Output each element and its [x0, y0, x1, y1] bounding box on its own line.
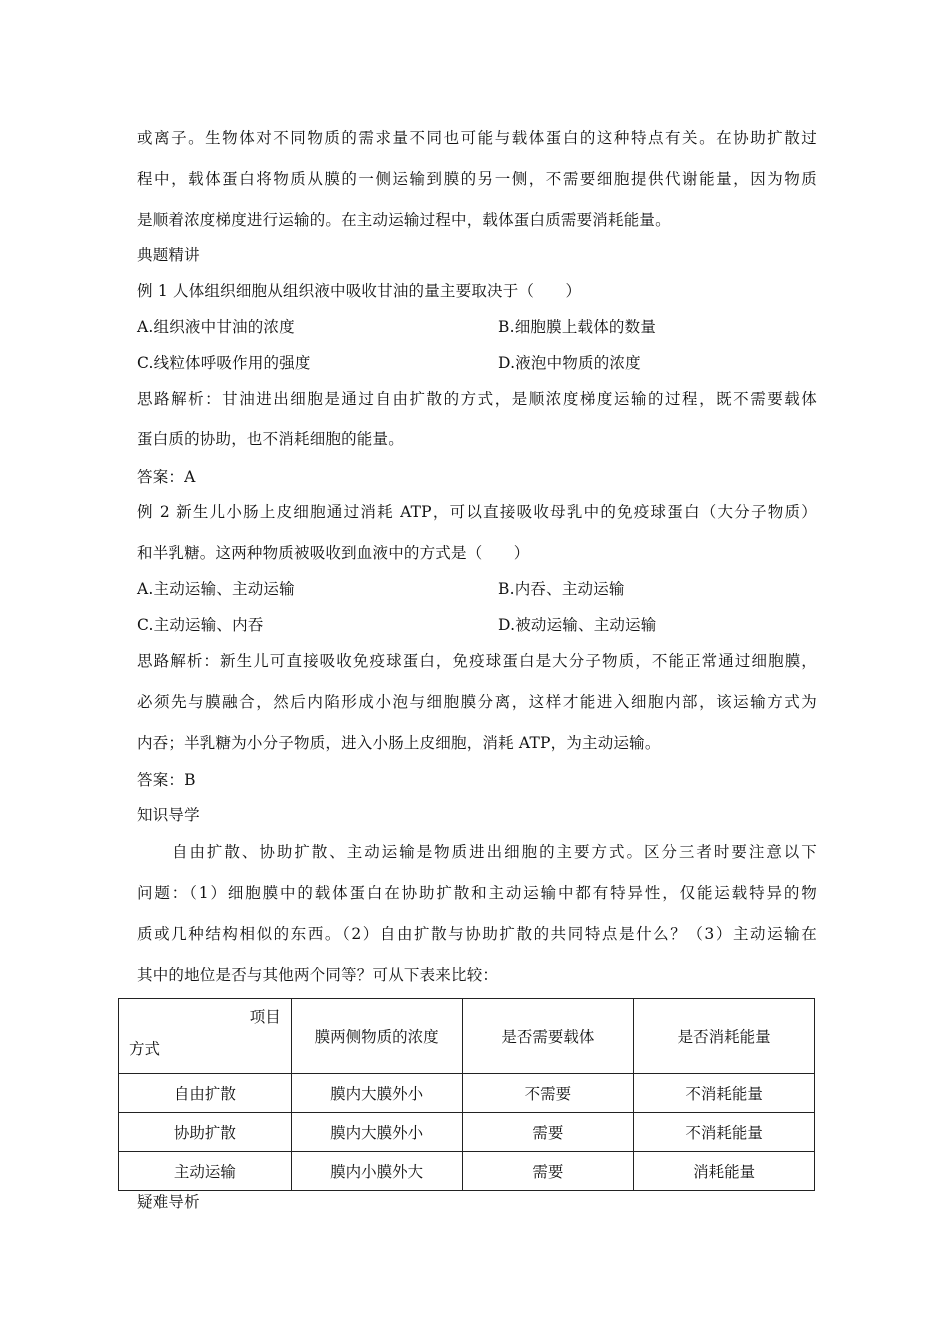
- table-cell: 膜内小膜外大: [291, 1152, 462, 1191]
- example2-option-c: C.主动运输、内吞: [137, 616, 264, 634]
- table-cell: 不消耗能量: [634, 1074, 815, 1113]
- intro-line-1: 或离子。生物体对不同物质的需求量不同也可能与载体蛋白的这种特点有关。在协助扩散过: [137, 129, 817, 147]
- table-row: [119, 1152, 815, 1191]
- example2-option-a: A.主动运输、主动运输: [137, 580, 295, 598]
- table-header-cell: 膜两侧物质的浓度: [291, 999, 462, 1074]
- intro-line-3: 是顺着浓度梯度进行运输的。在主动运输过程中，载体蛋白质需要消耗能量。: [137, 211, 671, 229]
- table-cell: 协助扩散: [119, 1113, 292, 1152]
- section-heading-difficulty: 疑难导析: [137, 1193, 200, 1211]
- example2-option-b: B.内吞、主动运输: [498, 580, 625, 598]
- table-header-cell: 是否消耗能量: [634, 999, 815, 1074]
- comparison-table: [118, 998, 815, 1191]
- table-cell: 需要: [462, 1113, 634, 1152]
- example2-answer: 答案：B: [137, 771, 196, 789]
- table-cell: 不需要: [462, 1074, 634, 1113]
- example1-option-c: C.线粒体呼吸作用的强度: [137, 354, 311, 372]
- section-heading-knowledge: 知识导学: [137, 806, 200, 824]
- table-header-cell: 是否需要载体: [462, 999, 634, 1074]
- example1-option-a: A.组织液中甘油的浓度: [137, 318, 295, 336]
- table-corner-top: 项目: [249, 1008, 281, 1026]
- table-header-row: [119, 999, 815, 1074]
- table-cell: 不消耗能量: [634, 1113, 815, 1152]
- example1-analysis-line-1: 思路解析：甘油进出细胞是通过自由扩散的方式，是顺浓度梯度运输的过程，既不需要载体: [137, 390, 817, 408]
- example2-question-line-1: 例 2 新生儿小肠上皮细胞通过消耗 ATP，可以直接吸收母乳中的免疫球蛋白（大分子物质）: [137, 503, 817, 521]
- example2-question-line-2: 和半乳糖。这两种物质被吸收到血液中的方式是（ ）: [137, 544, 530, 562]
- table-cell: 膜内大膜外小: [291, 1113, 462, 1152]
- table-row: [119, 1113, 815, 1152]
- example2-analysis-line-3: 内吞；半乳糖为小分子物质，进入小肠上皮细胞，消耗 ATP，为主动运输。: [137, 734, 661, 752]
- table-cell: 消耗能量: [634, 1152, 815, 1191]
- table-corner-bottom: 方式: [129, 1040, 161, 1058]
- example1-analysis-line-2: 蛋白质的协助，也不消耗细胞的能量。: [137, 430, 404, 448]
- table-cell: 主动运输: [119, 1152, 292, 1191]
- knowledge-line-2: 问题：（1）细胞膜中的载体蛋白在协助扩散和主动运输中都有特异性，仅能运载特异的物: [137, 884, 817, 902]
- example2-analysis-line-1: 思路解析：新生儿可直接吸收免疫球蛋白，免疫球蛋白是大分子物质，不能正常通过细胞膜，: [137, 652, 817, 670]
- section-heading-example: 典题精讲: [137, 246, 200, 264]
- intro-line-2: 程中，载体蛋白将物质从膜的一侧运输到膜的另一侧，不需要细胞提供代谢能量，因为物质: [137, 170, 817, 188]
- example1-option-d: D.液泡中物质的浓度: [498, 354, 641, 372]
- table-row: [119, 1074, 815, 1113]
- example1-question: 例 1 人体组织细胞从组织液中吸收甘油的量主要取决于（ ）: [137, 282, 582, 300]
- example2-analysis-line-2: 必须先与膜融合，然后内陷形成小泡与细胞膜分离，这样才能进入细胞内部，该运输方式为: [137, 693, 817, 711]
- example2-option-d: D.被动运输、主动运输: [498, 616, 657, 634]
- table-corner-cell: [119, 999, 292, 1074]
- knowledge-line-3: 质或几种结构相似的东西。（2）自由扩散与协助扩散的共同特点是什么？（3）主动运输在: [137, 925, 817, 943]
- knowledge-line-1: 自由扩散、协助扩散、主动运输是物质进出细胞的主要方式。区分三者时要注意以下: [137, 843, 817, 861]
- table-cell: 需要: [462, 1152, 634, 1191]
- example1-option-b: B.细胞膜上载体的数量: [498, 318, 657, 336]
- example1-answer: 答案：A: [137, 468, 196, 486]
- table-cell: 膜内大膜外小: [291, 1074, 462, 1113]
- table-cell: 自由扩散: [119, 1074, 292, 1113]
- knowledge-line-4: 其中的地位是否与其他两个同等？可从下表来比较：: [137, 966, 499, 984]
